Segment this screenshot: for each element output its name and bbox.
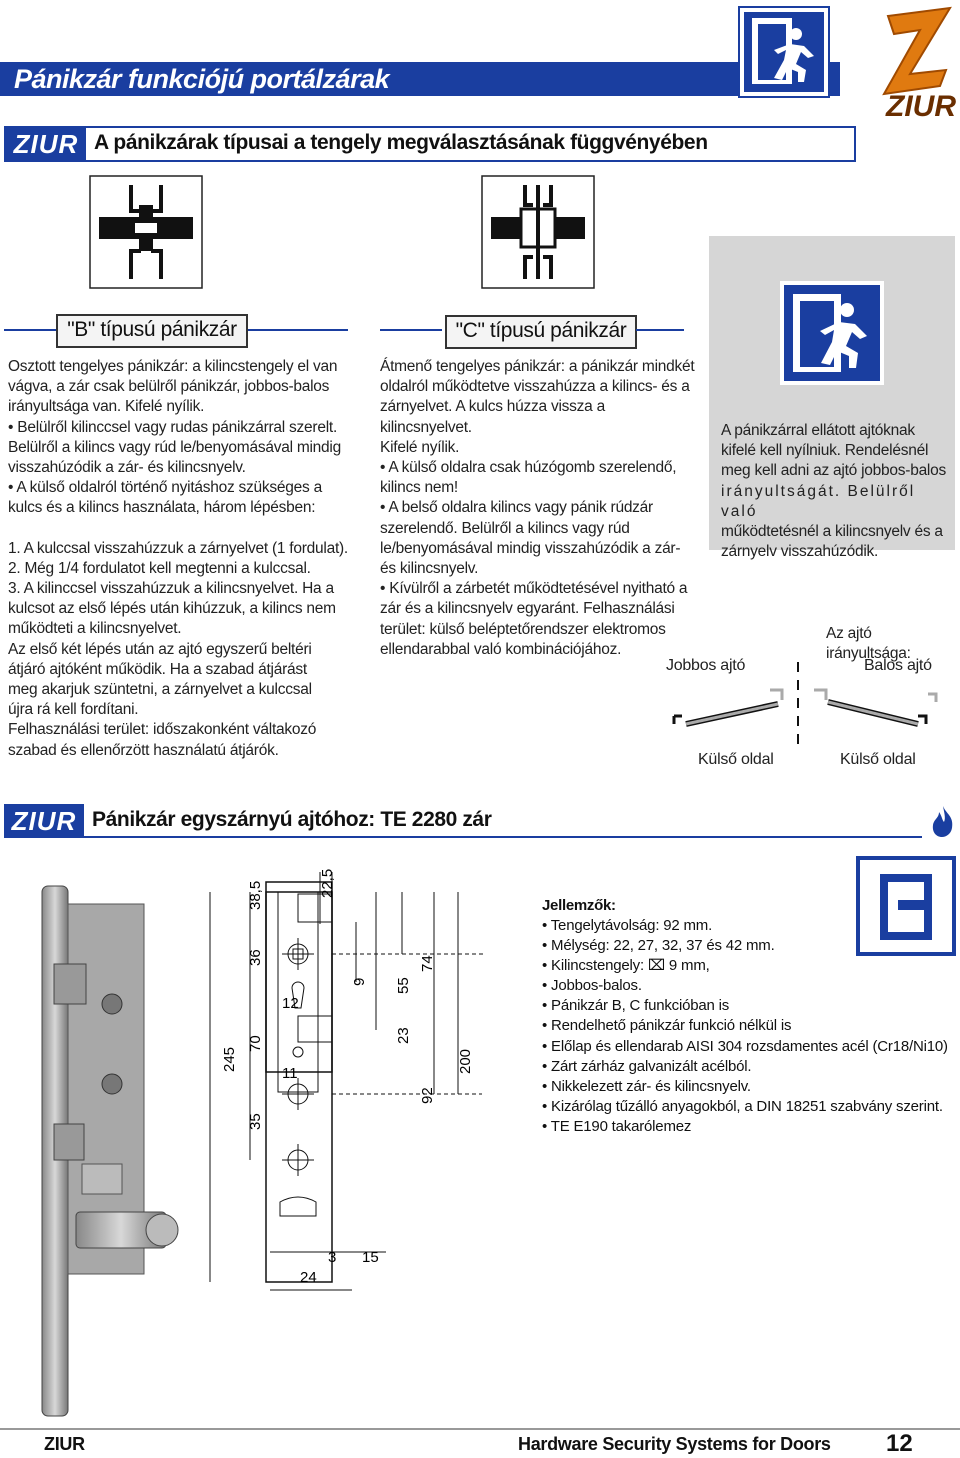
typeB-line: Felhasználási terület: időszakonként váltakozó — [8, 721, 317, 739]
typeC-line: Átmenő tengelyes pánikzár: a pánikzár mindkét — [380, 358, 695, 375]
typeC-line: • A belső oldalra kilincs vagy pánik rúdzár — [380, 499, 653, 517]
typeC-axle-diagram — [481, 175, 595, 289]
note-text — [721, 421, 951, 562]
dim-label: 23 — [395, 1027, 412, 1044]
typeB-description — [8, 357, 358, 761]
feature-item: • Tengelytávolság: 92 mm. — [542, 916, 956, 936]
dim-label: 200 — [457, 1048, 474, 1074]
typeC-rule-left — [380, 329, 442, 331]
dim-label: 35 — [247, 1113, 264, 1130]
lock-photo — [20, 884, 180, 1424]
svg-text:ZIUR: ZIUR — [886, 90, 956, 120]
right-door-label: Jobbos ajtó — [666, 657, 746, 674]
outside-label-left: Külső oldal — [698, 751, 774, 768]
emergency-exit-icon — [779, 280, 885, 386]
dim-label: 245 — [221, 1046, 238, 1072]
typeC-line: • A külső oldalra csak húzógomb szerelendő, — [380, 459, 677, 477]
ziur-badge: ZIUR — [4, 804, 84, 838]
dim-label: 12 — [282, 995, 299, 1012]
section1-header — [4, 126, 856, 162]
dim-label: 15 — [362, 1249, 379, 1266]
ziur-z-logo — [880, 4, 956, 120]
dim-label: 70 — [247, 1035, 264, 1052]
feature-item: • Rendelhető pánikzár funkció nélkül is — [542, 1016, 956, 1036]
feature-item: • Kizárólag tűzálló anyagokból, a DIN 18251 szabvány szerint. — [542, 1097, 956, 1117]
ziur-badge: ZIUR — [6, 127, 86, 161]
typeB-line: kulcsot az első lépés után kihúzzuk, a kilincs nem — [8, 600, 336, 618]
typeC-line: zár és a kilincsnyelv egyaránt. Felhasználási — [380, 600, 675, 618]
typeB-line: Osztott tengelyes pánikzár: a kilincstengely el van — [8, 358, 338, 375]
typeB-line: szabad és ellenőrzött használatú átjárók. — [8, 741, 279, 759]
typeB-line: átjáró ajtóként működik. Ha a szabad átjárást — [8, 660, 307, 678]
typeB-rule-right — [248, 329, 348, 331]
left-door-label: Balos ajtó — [864, 657, 932, 674]
door-direction-diagram — [666, 660, 956, 750]
flame-icon — [930, 804, 956, 838]
typeB-line: visszahúzódik a zár- és kilincsnyelv. — [8, 459, 246, 477]
dim-label: 22,5 — [319, 868, 336, 898]
typeB-axle-diagram — [89, 175, 203, 289]
dim-label: 36 — [247, 949, 264, 966]
typeC-line: ellendarabbal való kombinációjához. — [380, 640, 622, 658]
section1-title: A pánikzárak típusai a tengely megválasztásának függvényében — [94, 131, 708, 154]
lock-technical-drawing — [196, 862, 496, 1302]
feature-item: • Jobbos-balos. — [542, 976, 956, 996]
typeC-line: kilincs nem! — [380, 479, 458, 497]
dim-label: 74 — [419, 955, 436, 972]
door-caption: Az ajtó irányultsága: — [826, 625, 911, 663]
note-line: A pánikzárral ellátott ajtóknak — [721, 422, 915, 439]
typeC-line: le/benyomásával mindig visszahúzódik a zár- — [380, 539, 681, 557]
feature-item: • Zárt zárház galvanizált acélból. — [542, 1057, 956, 1077]
page-title: Pánikzár funkciójú portálzárak — [14, 64, 390, 94]
typeC-line: Kifelé nyílik. — [380, 438, 460, 456]
typeC-line: zárnyelvet. A kulcs húzza vissza a kilincsnyelvet. — [380, 398, 605, 436]
typeC-line: • Kívülről a zárbetét működtetésével nyitható a — [380, 580, 688, 598]
typeB-line: Az első két lépés után az ajtó egyszerű beltéri — [8, 640, 312, 658]
typeB-rule — [4, 329, 56, 331]
feature-item: • Előlap és ellendarab AISI 304 rozsdamentes acél (Cr18/Ni10) — [542, 1037, 956, 1057]
feature-item: • Nikkelezett zár- és kilincsnyelv. — [542, 1077, 956, 1097]
emergency-exit-icon — [738, 6, 830, 98]
note-line: irányultságát. Belülről való — [721, 482, 916, 520]
dim-label: 38,5 — [247, 880, 264, 910]
features-title: Jellemzők: — [542, 897, 616, 914]
typeC-label: "C" típusú pánikzár — [445, 315, 637, 349]
typeC-line: és kilincsnyelv. — [380, 560, 479, 578]
note-panel — [709, 236, 955, 561]
typeB-line: újra rá kell fordítani. — [8, 701, 139, 719]
footer-rule — [0, 1428, 960, 1430]
features-block — [542, 896, 956, 1137]
footer-tagline: Hardware Security Systems for Doors — [518, 1434, 831, 1454]
typeC-description — [380, 357, 700, 660]
typeB-label: "B" típusú pánikzár — [56, 314, 248, 348]
typeB-line: kulcs és a kilincs használata, három lépésben: — [8, 499, 316, 517]
typeB-line: • Belülről kilinccsel vagy rudas pánikzárral szerelt. — [8, 418, 338, 436]
typeB-line: 2. Még 1/4 fordulatot kell megtenni a kulccsal. — [8, 559, 311, 577]
typeB-line: Belülről a kilincs vagy rúd le/benyomásával mindig — [8, 438, 341, 456]
typeB-line: meg akarjuk szüntetni, a zárnyelvet a kulccsal — [8, 681, 312, 699]
feature-item: • Pánikzár B, C funkcióban is — [542, 996, 956, 1016]
typeB-line: irányultsága van. Kifelé nyílik. — [8, 398, 205, 416]
outside-label-right: Külső oldal — [840, 751, 916, 768]
typeC-line: szerelendő. Belülről a kilincs vagy rúd — [380, 519, 630, 537]
footer-brand: ZIUR — [44, 1434, 85, 1454]
typeB-line: • A külső oldalról történő nyitáshoz szükséges a — [8, 479, 322, 497]
typeC-rule-right — [636, 329, 684, 331]
typeC-line: oldalról működtetve visszahúzza a kilincs- és a — [380, 378, 690, 396]
page-number: 12 — [886, 1430, 913, 1457]
dim-label: 24 — [300, 1269, 317, 1286]
typeB-line: 3. A kilinccsel visszahúzzuk a kilincsnyelvet. Ha a — [8, 580, 334, 598]
dim-label: 11 — [282, 1065, 298, 1082]
note-line: működtetésnél a kilincsnyelv és a — [721, 523, 943, 541]
typeB-line — [8, 519, 358, 539]
note-line: zárnyelv visszahúzódik. — [721, 543, 879, 561]
dim-label: 9 — [351, 977, 368, 986]
feature-item: • Mélység: 22, 27, 32, 37 és 42 mm. — [542, 936, 956, 956]
dim-label: 55 — [395, 977, 412, 994]
features-list — [542, 916, 956, 1137]
dim-label: 3 — [328, 1249, 337, 1266]
typeB-line: vágva, a zár csak belülről pánikzár, jobbos-balos — [8, 378, 330, 396]
typeC-line: terület: külső beléptetőrendszer elektromos — [380, 620, 666, 638]
note-line: kifelé kell nyílniuk. Rendelésnél — [721, 442, 929, 460]
title-bar — [0, 62, 840, 96]
feature-item: • TE E190 takarólemez — [542, 1117, 956, 1137]
section2-title: Pánikzár egyszárnyú ajtóhoz: TE 2280 zár — [92, 808, 492, 831]
note-line: meg kell adni az ajtó jobbos-balos — [721, 462, 946, 480]
typeB-line: működteti a kilincsnyelvet. — [8, 620, 182, 638]
feature-item: • Kilincstengely: ⌧ 9 mm, — [542, 956, 956, 976]
typeB-line: 1. A kulccsal visszahúzzuk a zárnyelvet (1 fordulat). — [8, 539, 348, 557]
dim-label: 92 — [419, 1087, 436, 1104]
section2-rule — [84, 836, 922, 838]
